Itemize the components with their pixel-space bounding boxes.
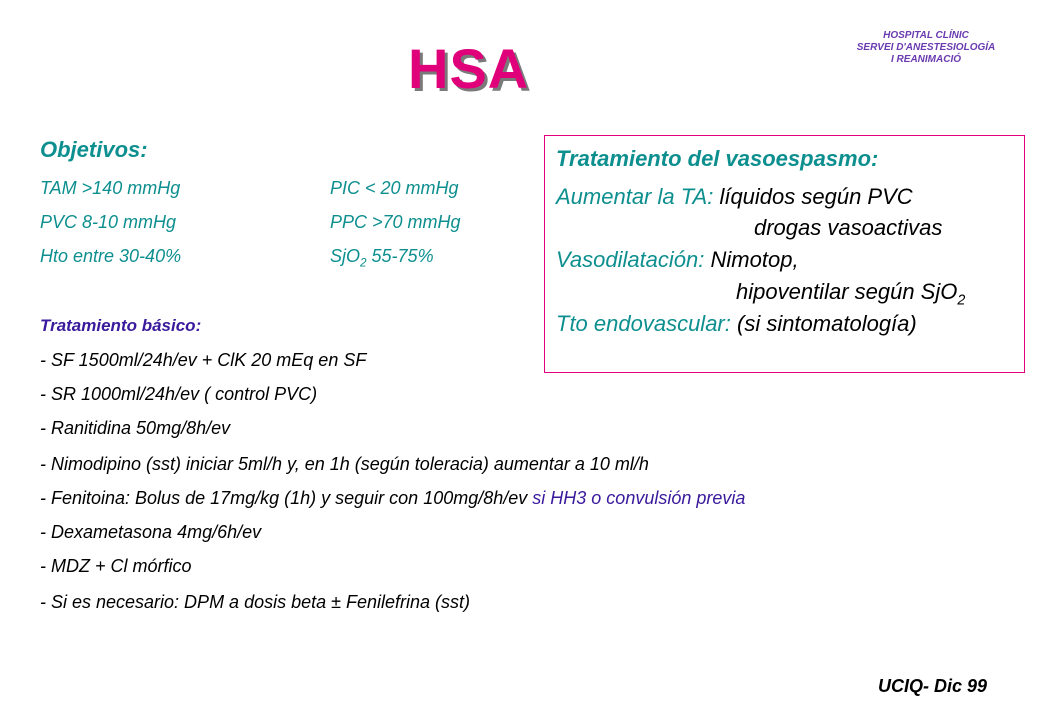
objetivo-right: PIC < 20 mmHg <box>330 178 459 198</box>
fenitoina-highlight: si HH3 o convulsión previa <box>532 488 746 508</box>
hospital-header <box>826 30 1026 66</box>
list-item: - Ranitidina 50mg/8h/ev <box>40 418 231 438</box>
vasoespasmo-ta-line-2: drogas vasoactivas <box>754 215 943 240</box>
page-title: HSA <box>408 37 530 100</box>
vasoespasmo-tto-line: Tto endovascular: (si sintomatología) <box>556 311 917 336</box>
list-item: - Dexametasona 4mg/6h/ev <box>40 522 262 542</box>
tratamiento-basico-heading: Tratamiento básico: <box>40 316 202 335</box>
objetivo-row <box>40 178 459 199</box>
hospital-line-3: I REANIMACIÓ <box>891 54 961 65</box>
objetivo-left: Hto entre 30-40% <box>40 246 182 266</box>
vasoespasmo-ta-line: Aumentar la TA: líquidos según PVC <box>556 184 913 209</box>
list-item: - MDZ + Cl mórfico <box>40 556 192 576</box>
objetivo-row <box>40 246 434 270</box>
vasoespasmo-vaso-line: Vasodilatación: Nimotop, <box>556 247 799 272</box>
list-item: - Nimodipino (sst) iniciar 5ml/h y, en 1h (según toleracia) aumentar a 10 ml/h <box>40 454 649 474</box>
objetivos-heading: Objetivos: <box>40 137 148 162</box>
hospital-line-2: SERVEI D'ANESTESIOLOGÍA <box>856 42 996 53</box>
hospital-line-1: HOSPITAL CLÍNIC <box>883 30 969 41</box>
objetivo-right: PPC >70 mmHg <box>330 212 461 232</box>
list-item: - SF 1500ml/24h/ev + ClK 20 mEq en SF <box>40 350 367 370</box>
footer-label: UCIQ- Dic 99 <box>878 676 988 696</box>
vasoespasmo-vaso-line-2: hipoventilar según SjO$_2$ <box>736 279 966 309</box>
list-item: - SR 1000ml/24h/ev ( control PVC) <box>40 384 318 404</box>
objetivo-left: PVC 8-10 mmHg <box>40 212 177 232</box>
list-item: - Si es necesario: DPM a dosis beta ± Fenilefrina (sst) <box>40 592 471 612</box>
vasoespasmo-heading: Tratamiento del vasoespasmo: <box>556 146 879 171</box>
objetivo-left: TAM >140 mmHg <box>40 178 181 198</box>
list-item: - Fenitoina: Bolus de 17mg/kg (1h) y seguir con 100mg/8h/ev si HH3 o convulsión previa <box>40 488 746 508</box>
objetivo-row <box>40 212 461 233</box>
objetivo-right: SjO$_2$ 55-75% <box>330 246 434 270</box>
